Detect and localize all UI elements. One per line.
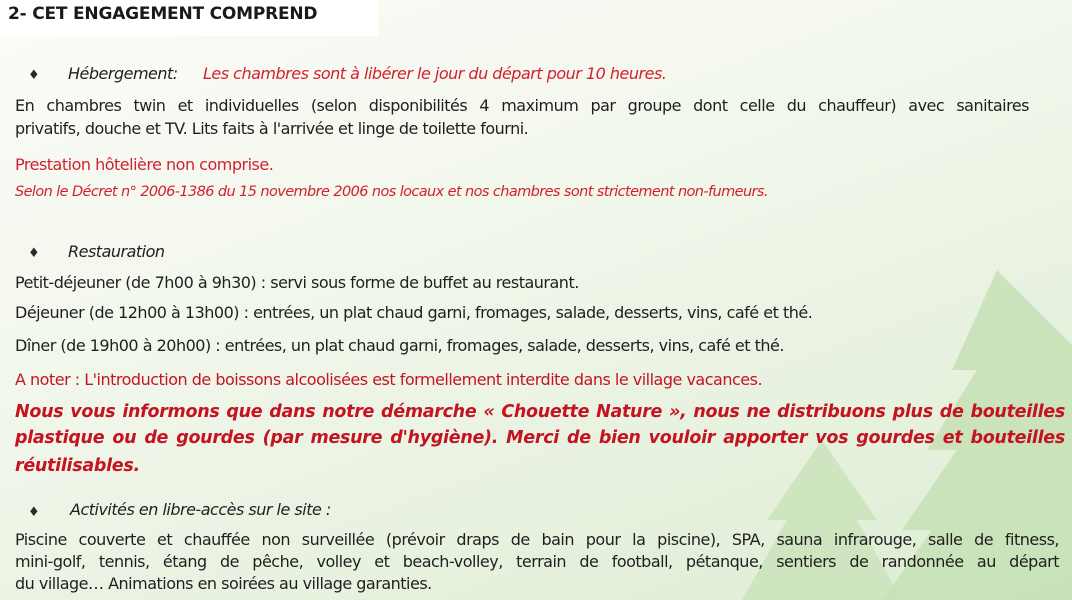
- chouette-nature-line-3: réutilisables.: [15, 456, 140, 476]
- prestation-note: Prestation hôtelière non comprise.: [15, 155, 274, 174]
- dejeuner-line: Déjeuner (de 12h00 à 13h00) : entrées, un plat chaud garni, fromages, salade, desserts, vins, café et thé.: [15, 303, 813, 322]
- activites-label: Activités en libre-accès sur le site :: [70, 500, 331, 519]
- hebergement-bullet-icon: ♦: [28, 68, 40, 83]
- chouette-nature-line-2: plastique ou de gourdes (par mesure d'hygiène). Merci de bien vouloir apporter vos gourdes et bouteilles: [15, 428, 1065, 448]
- activites-bullet-icon: ♦: [28, 505, 40, 520]
- restauration-label: Restauration: [68, 242, 165, 261]
- non-smoking-decree-note: Selon le Décret n° 2006-1386 du 15 novembre 2006 nos locaux et nos chambres sont strictement non-fumeurs.: [15, 184, 768, 200]
- activites-line-2: mini-golf, tennis, étang de pêche, volley et beach-volley, terrain de football, pétanque, sentiers de randonnée au départ: [15, 552, 1059, 571]
- tree-small-shape: [742, 440, 902, 600]
- section-title: 2- CET ENGAGEMENT COMPREND: [8, 4, 318, 24]
- hebergement-rooms-line-2: privatifs, douche et TV. Lits faits à l'arrivée et linge de toilette fourni.: [15, 119, 529, 138]
- restauration-bullet-icon: ♦: [28, 246, 40, 261]
- petit-dejeuner-line: Petit-déjeuner (de 7h00 à 9h30) : servi sous forme de buffet au restaurant.: [15, 273, 579, 292]
- hebergement-label: Hébergement:: [68, 64, 178, 83]
- chouette-nature-line-1: Nous vous informons que dans notre démarche « Chouette Nature », nous ne distribuons plus de bouteilles: [15, 402, 1065, 422]
- activites-line-1: Piscine couverte et chauffée non surveillée (prévoir draps de bain pour la piscine), SPA, sauna infrarouge, salle de fitness,: [15, 530, 1059, 549]
- diner-line: Dîner (de 19h00 à 20h00) : entrées, un plat chaud garni, fromages, salade, desserts, vins, café et thé.: [15, 336, 784, 355]
- hebergement-checkout-note: Les chambres sont à libérer le jour du départ pour 10 heures.: [203, 64, 667, 83]
- activites-line-3: du village… Animations en soirées au village garanties.: [15, 574, 432, 593]
- alcohol-warning: A noter : L'introduction de boissons alcoolisées est formellement interdite dans le village vacances.: [15, 370, 763, 389]
- hebergement-rooms-line-1: En chambres twin et individuelles (selon disponibilités 4 maximum par groupe dont celle du chauffeur) avec sanitaires: [15, 96, 1029, 115]
